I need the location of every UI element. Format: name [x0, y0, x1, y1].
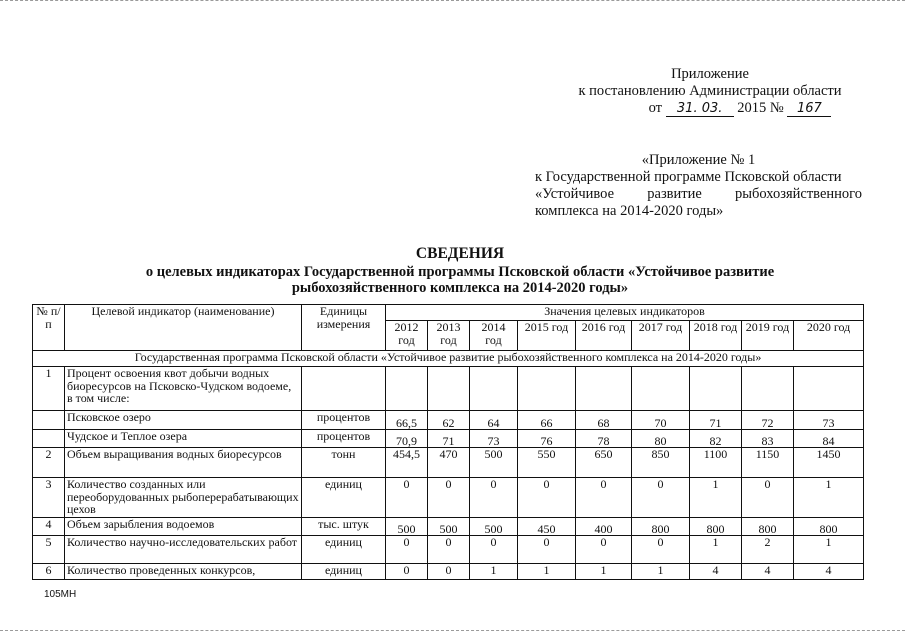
program-row: Государственная программа Псковской области «Устойчивое развитие рыбохозяйственного комплекса на 2014-2020 годы» [33, 351, 864, 367]
row-value: 0 [470, 478, 518, 518]
row-value [386, 367, 428, 411]
heading-subtitle-2: рыбохозяйственного комплекса на 2014-2020 годы» [291, 280, 629, 296]
row-value [470, 367, 518, 411]
row-value: 66,5 [386, 411, 428, 430]
row-value: 0 [386, 478, 428, 518]
row-value: 0 [576, 478, 632, 518]
row-value: 500 [470, 448, 518, 478]
table-row [33, 564, 864, 580]
row-value: 800 [742, 518, 794, 536]
row-num [33, 411, 65, 430]
row-num: 5 [33, 536, 65, 564]
row-unit: единиц [302, 536, 386, 564]
row-num: 1 [33, 367, 65, 411]
year-2018: 2018 год [690, 321, 742, 351]
row-value: 500 [470, 518, 518, 536]
row-value: 0 [576, 536, 632, 564]
row-value: 80 [632, 430, 690, 448]
row-value: 1 [794, 478, 864, 518]
row-indicator: Псковское озеро [65, 411, 302, 430]
row-indicator: Объем выращивания водных биоресурсов [65, 448, 302, 478]
header-values: Значения целевых индикаторов [386, 305, 864, 321]
heading-title: СВЕДЕНИЯ [415, 245, 505, 262]
row-value: 71 [428, 430, 470, 448]
date-prefix: от [648, 100, 663, 116]
header-indicator: Целевой индикатор (наименование) [65, 305, 302, 351]
row-value: 62 [428, 411, 470, 430]
row-value: 500 [428, 518, 470, 536]
row-value: 64 [470, 411, 518, 430]
row-value: 454,5 [386, 448, 428, 478]
row-num: 3 [33, 478, 65, 518]
row-indicator: Количество созданных или переоборудованных рыбоперерабатывающих цехов [65, 478, 302, 518]
row-value [742, 367, 794, 411]
row-value [518, 367, 576, 411]
row-value: 400 [576, 518, 632, 536]
row-unit: процентов [302, 430, 386, 448]
year-2015: 2015 год [518, 321, 576, 351]
row-value: 1 [576, 564, 632, 580]
row-num: 2 [33, 448, 65, 478]
row-unit: единиц [302, 478, 386, 518]
row-value: 4 [794, 564, 864, 580]
row-value: 4 [742, 564, 794, 580]
header-num: № п/п [33, 305, 65, 351]
row-value: 1 [794, 536, 864, 564]
table-row [33, 518, 864, 536]
row-value [576, 367, 632, 411]
table-row [33, 478, 864, 518]
row-value [632, 367, 690, 411]
handwritten-date: 31. 03. [666, 102, 734, 117]
row-value: 1 [690, 536, 742, 564]
row-unit: тонн [302, 448, 386, 478]
row-value [690, 367, 742, 411]
handwritten-number: 167 [787, 102, 831, 117]
row-unit [302, 367, 386, 411]
row-value: 2 [742, 536, 794, 564]
appendix-date-line [560, 100, 860, 117]
appendix-title: Приложение [671, 66, 749, 82]
row-value [428, 367, 470, 411]
program-appendix-block [535, 152, 862, 220]
row-value: 0 [386, 536, 428, 564]
row-value: 4 [690, 564, 742, 580]
row-value: 1450 [794, 448, 864, 478]
row-value: 70,9 [386, 430, 428, 448]
row-value: 0 [428, 478, 470, 518]
row-value: 1 [632, 564, 690, 580]
row-indicator: Чудское и Теплое озера [65, 430, 302, 448]
table-row [33, 448, 864, 478]
row-value: 66 [518, 411, 576, 430]
table-row [33, 430, 864, 448]
row-indicator: Количество проведенных конкурсов, [65, 564, 302, 580]
program-appendix-line2: к Государственной программе Псковской области [535, 169, 842, 185]
row-num: 4 [33, 518, 65, 536]
row-indicator: Объем зарыбления водоемов [65, 518, 302, 536]
row-value: 650 [576, 448, 632, 478]
scan-top-edge [0, 0, 905, 5]
row-value: 70 [632, 411, 690, 430]
row-value: 0 [470, 536, 518, 564]
program-appendix-title: «Приложение № 1 [641, 152, 756, 168]
row-num [33, 430, 65, 448]
row-value: 78 [576, 430, 632, 448]
row-value: 82 [690, 430, 742, 448]
row-value: 0 [428, 564, 470, 580]
row-value: 71 [690, 411, 742, 430]
row-value: 1100 [690, 448, 742, 478]
row-indicator: Процент освоения квот добычи водных биоресурсов на Псковско-Чудском водоеме, в том числе: [65, 367, 302, 411]
row-value: 73 [470, 430, 518, 448]
row-value: 850 [632, 448, 690, 478]
row-value: 72 [742, 411, 794, 430]
appendix-block [560, 66, 860, 117]
row-value: 0 [632, 478, 690, 518]
row-value: 1 [690, 478, 742, 518]
row-value: 470 [428, 448, 470, 478]
year-2014: 2014 год [470, 321, 518, 351]
program-appendix-line4: комплекса на 2014-2020 годы» [535, 203, 724, 219]
scan-bottom-edge [0, 630, 905, 633]
row-value: 800 [690, 518, 742, 536]
row-value [794, 367, 864, 411]
year-number-label: 2015 № [737, 100, 784, 116]
footer-code: 105МН [44, 589, 77, 600]
year-2016: 2016 год [576, 321, 632, 351]
table-row [33, 536, 864, 564]
row-value: 0 [632, 536, 690, 564]
row-unit: процентов [302, 411, 386, 430]
program-appendix-line3: «Устойчивое развитие рыбохозяйственного [535, 186, 862, 202]
row-value: 1 [518, 564, 576, 580]
table-row [33, 367, 864, 411]
row-value: 84 [794, 430, 864, 448]
row-value: 0 [518, 536, 576, 564]
row-value: 0 [428, 536, 470, 564]
row-value: 68 [576, 411, 632, 430]
row-value: 73 [794, 411, 864, 430]
row-value: 0 [742, 478, 794, 518]
row-value: 500 [386, 518, 428, 536]
row-value: 76 [518, 430, 576, 448]
row-indicator: Количество научно-исследовательских работ [65, 536, 302, 564]
table-row [33, 411, 864, 430]
year-2013: 2013 год [428, 321, 470, 351]
row-value: 1 [470, 564, 518, 580]
appendix-resolution: к постановлению Администрации области [578, 83, 842, 99]
header-units: Единицы измерения [302, 305, 386, 351]
row-value: 1150 [742, 448, 794, 478]
row-value: 0 [518, 478, 576, 518]
row-num: 6 [33, 564, 65, 580]
heading-subtitle-1: о целевых индикаторах Государственной программы Псковской области «Устойчивое развитие [145, 264, 775, 280]
row-value: 450 [518, 518, 576, 536]
row-value: 800 [794, 518, 864, 536]
row-value: 0 [386, 564, 428, 580]
row-value: 550 [518, 448, 576, 478]
row-unit: тыс. штук [302, 518, 386, 536]
year-2019: 2019 год [742, 321, 794, 351]
year-2012: 2012 год [386, 321, 428, 351]
row-unit: единиц [302, 564, 386, 580]
indicators-table [32, 304, 864, 580]
year-2017: 2017 год [632, 321, 690, 351]
document-heading [60, 246, 860, 296]
row-value: 800 [632, 518, 690, 536]
year-2020: 2020 год [794, 321, 864, 351]
row-value: 83 [742, 430, 794, 448]
